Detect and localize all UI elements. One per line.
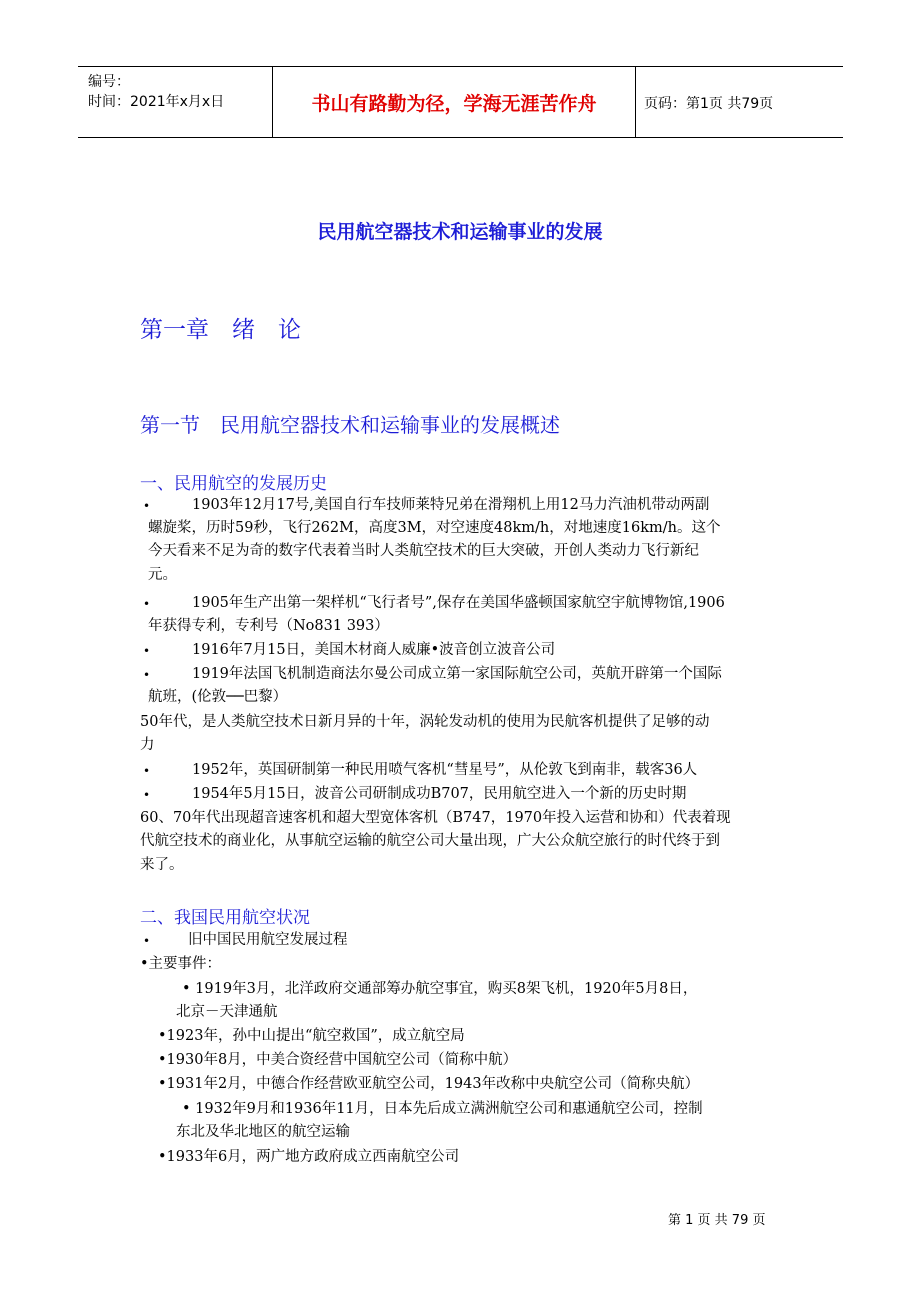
header-motto-cell	[272, 67, 636, 137]
paragraph-line: 1919年法国飞机制造商法尔曼公司成立第一家国际航空公司，英航开辟第一个国际	[192, 666, 722, 682]
paragraph-line: 来了。	[140, 857, 184, 873]
bullet: •	[143, 764, 151, 778]
paragraph-line: 力	[140, 737, 155, 753]
bullet: •	[143, 668, 151, 682]
paragraph-line: 1954年5月15日，波音公司研制成功B707，民用航空进入一个新的历史时期	[192, 786, 687, 802]
event-line: • 1932年9月和1936年11月，日本先后成立满洲航空公司和惠通航空公司，控制	[182, 1101, 703, 1117]
paragraph-line: 1916年7月15日，美国木材商人威廉•波音创立波音公司	[192, 642, 556, 658]
serial-label: 编号：	[88, 74, 130, 90]
paragraph-line: •主要事件：	[140, 956, 222, 972]
event-line: •1930年8月，中美合资经营中国航空公司（简称中航）	[158, 1052, 518, 1068]
paragraph-line: 1952年，英国研制第一种民用喷气客机“彗星号”，从伦敦飞到南非，载客36人	[192, 762, 698, 778]
event-line: • 1919年3月，北洋政府交通部筹办航空事宜，购买8架飞机，1920年5月8日，	[182, 981, 698, 997]
part2-heading: 二、我国民用航空状况	[140, 908, 310, 928]
paragraph-line: 代航空技术的商业化，从事航空运输的航空公司大量出现，广大公众航空旅行的时代终于到	[140, 833, 720, 849]
paragraph-line: 1905年生产出第一架样机“飞行者号”,保存在美国华盛顿国家航空宇航博物馆,1906	[192, 595, 725, 611]
paragraph-line: 60、70年代出现超音速客机和超大型宽体客机（B747，1970年投入运营和协和）代表着现	[140, 810, 731, 826]
section-heading: 第一节 民用航空器技术和运输事业的发展概述	[140, 413, 560, 437]
bullet: •	[143, 934, 151, 948]
paragraph-line: 50年代，是人类航空技术日新月异的十年，涡轮发动机的使用为民航客机提供了足够的动	[140, 714, 710, 730]
paragraph-line: 今天看来不足为奇的数字代表着当时人类航空技术的巨大突破，开创人类动力飞行新纪	[148, 543, 699, 559]
event-line: 北京－天津通航	[176, 1004, 278, 1020]
paragraph-line: 旧中国民用航空发展过程	[188, 932, 348, 948]
header-page-label: 页码：第1页 共79页	[644, 96, 774, 112]
chapter-heading: 第一章 绪 论	[140, 317, 301, 343]
header-meta	[78, 67, 272, 137]
document-title: 民用航空器技术和运输事业的发展	[317, 221, 603, 243]
paragraph-line: 年获得专利，专利号（No831 393）	[148, 618, 389, 634]
bullet: •	[143, 788, 151, 802]
header-motto: 书山有路勤为径，学海无涯苦作舟	[311, 93, 597, 115]
part1-heading: 一、民用航空的发展历史	[140, 474, 327, 494]
date-label: 时间：2021年x月x日	[88, 94, 225, 110]
bullet: •	[143, 499, 151, 513]
bullet: •	[143, 644, 151, 658]
paragraph-line: 1903年12月17号,美国自行车技师莱特兄弟在滑翔机上用12马力汽油机带动两副	[192, 497, 710, 513]
event-line: 东北及华北地区的航空运输	[176, 1124, 350, 1140]
event-line: •1931年2月，中德合作经营欧亚航空公司，1943年改称中央航空公司（简称央航）	[158, 1076, 700, 1092]
event-line: •1923年，孙中山提出“航空救国”，成立航空局	[158, 1028, 465, 1044]
page-footer: 第 1 页 共 79 页	[668, 1213, 766, 1228]
header-page-cell	[636, 67, 843, 137]
event-line: •1933年6月，两广地方政府成立西南航空公司	[158, 1149, 460, 1165]
paragraph-line: 螺旋桨，历时59秒，飞行262M，高度3M，对空速度48km/h，对地速度16km/h。这个	[148, 520, 721, 536]
paragraph-line: 航班，(伦敦──巴黎）	[148, 689, 288, 705]
paragraph-line: 元。	[148, 567, 177, 583]
bullet: •	[143, 597, 151, 611]
page-header	[78, 66, 843, 138]
